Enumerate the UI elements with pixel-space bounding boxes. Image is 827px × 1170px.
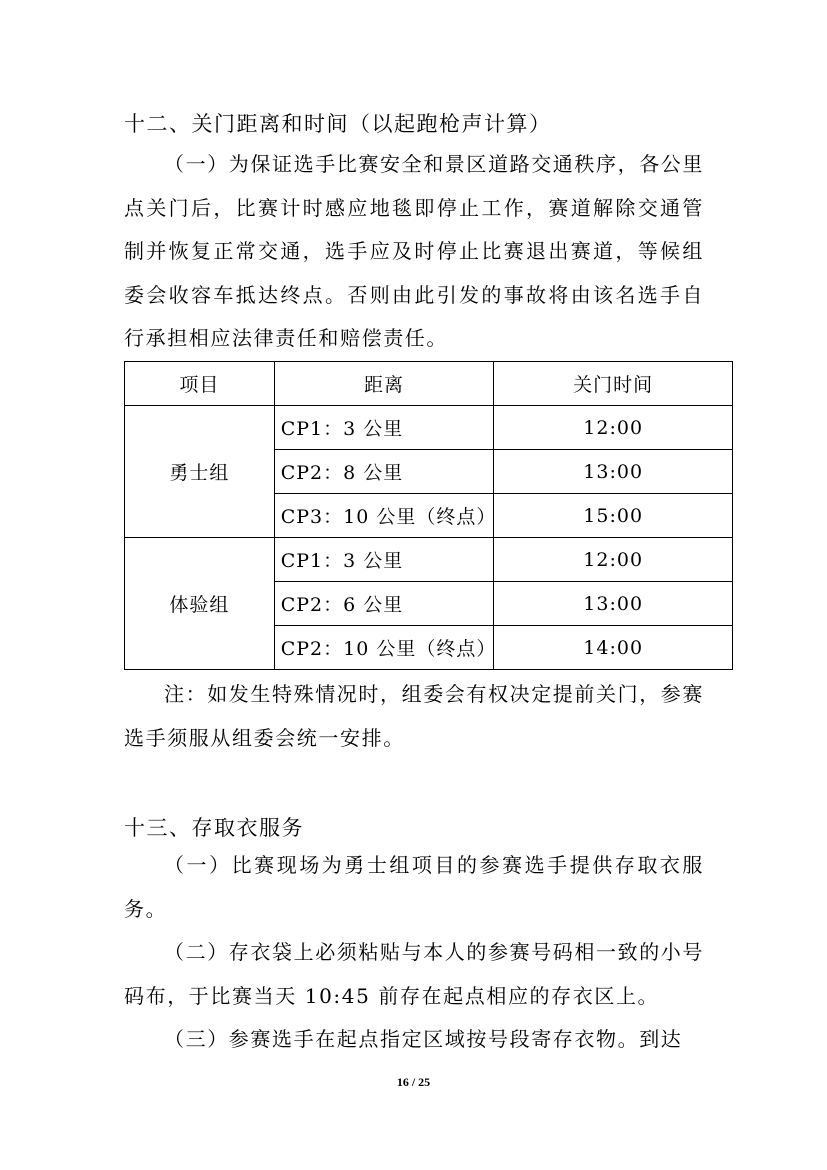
time-cell: 15:00 [494,494,733,538]
section-12-title: 十二、关门距离和时间（以起跑枪声计算） [124,112,552,136]
table-row [125,406,733,450]
time-cell: 13:00 [494,450,733,494]
section-12-paragraph: （一）为保证选手比赛安全和景区道路交通秩序，各公里点关门后，比赛计时感应地毯即停止工作，赛道解除交通管制并恢复正常交通，选手应及时停止比赛退出赛道，等候组委会收容车抵达终点。否则由此引发的事故将由该名选手自行承担相应法律责任和赔偿责任。 [124,152,704,350]
section-13-paragraph-1: （一）比赛现场为勇士组项目的参赛选手提供存取衣服务。 [124,853,704,921]
section-12-note: 注：如发生特殊情况时，组委会有权决定提前关门，参赛选手须服从组委会统一安排。 [124,682,704,750]
section-13-paragraph-2: （二）存衣袋上必须粘贴与本人的参赛号码相一致的小号码布，于比赛当天 10:45 前存在起点相应的存衣区上。 [124,940,704,1008]
header-distance: 距离 [274,362,494,406]
section-13-title: 十三、存取衣服务 [124,816,304,840]
distance-cell: CP1：3 公里 [274,538,494,582]
distance-cell: CP2：8 公里 [274,450,494,494]
distance-cell: CP1：3 公里 [274,406,494,450]
page-number: 16 / 25 [396,1075,431,1089]
table-row [125,538,733,582]
time-cell: 12:00 [494,538,733,582]
time-cell: 12:00 [494,406,733,450]
header-closing-time: 关门时间 [494,362,733,406]
time-cell: 13:00 [494,582,733,626]
distance-cell: CP2：6 公里 [274,582,494,626]
table-header-row [125,362,733,406]
header-item: 项目 [125,362,275,406]
closing-time-table [124,361,733,670]
time-cell: 14:00 [494,626,733,670]
group-name-warrior: 勇士组 [125,406,275,538]
section-13-paragraph-3: （三）参赛选手在起点指定区域按号段寄存衣物。到达 [164,1027,683,1051]
distance-cell: CP2：10 公里（终点） [274,626,494,670]
distance-cell: CP3：10 公里（终点） [274,494,494,538]
group-name-experience: 体验组 [125,538,275,670]
